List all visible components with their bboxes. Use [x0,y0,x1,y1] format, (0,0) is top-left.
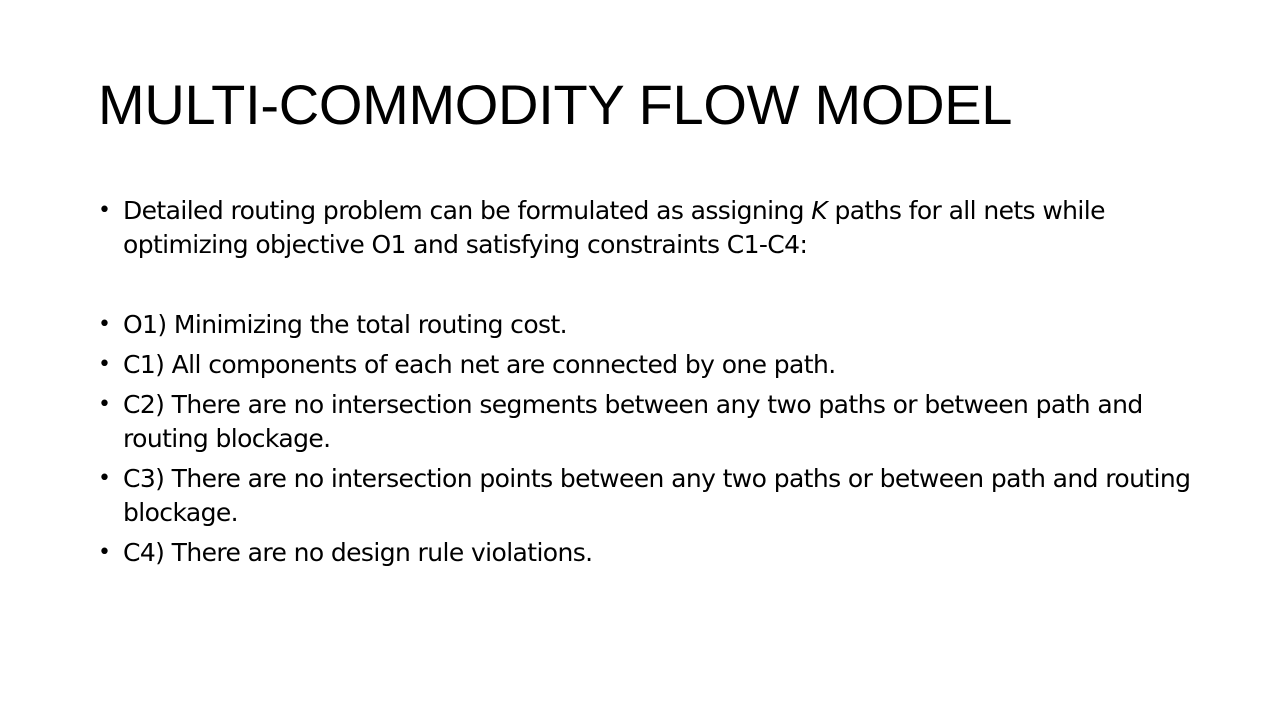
bullet-marker: • [98,352,111,377]
bullet-item-c2 [98,388,1208,456]
bullet-marker: • [98,312,111,337]
slide-title: MULTI-COMMODITY FLOW MODEL [98,73,1013,136]
bullet-marker: • [98,466,111,491]
italic-variable-k: K [811,196,828,225]
bullet-marker: • [98,198,111,223]
bullet-item-o1 [98,308,1208,342]
bullet-text-part: Detailed routing problem can be formulated as assigning [123,196,812,225]
bullet-text-part: paths for all nets while optimizing objective O1 and satisfying constraints C1-C4: [123,196,1105,259]
bullet-marker: • [98,540,111,565]
bullet-text: O1) Minimizing the total routing cost. [123,310,567,339]
bullet-item-c3 [98,462,1208,530]
bullet-text: C2) There are no intersection segments between any two paths or between path and routing blockage. [123,390,1143,453]
bullet-text: C1) All components of each net are connected by one path. [123,350,836,379]
bullet-item-intro [98,194,1208,262]
bullet-item-c4 [98,536,1208,570]
bullet-marker: • [98,392,111,417]
bullet-text: C4) There are no design rule violations. [123,538,593,567]
bullet-text [123,196,1105,259]
bullet-text: C3) There are no intersection points between any two paths or between path and routing blockage. [123,464,1191,527]
bullet-item-c1 [98,348,1208,382]
bullet-list [98,194,1208,576]
